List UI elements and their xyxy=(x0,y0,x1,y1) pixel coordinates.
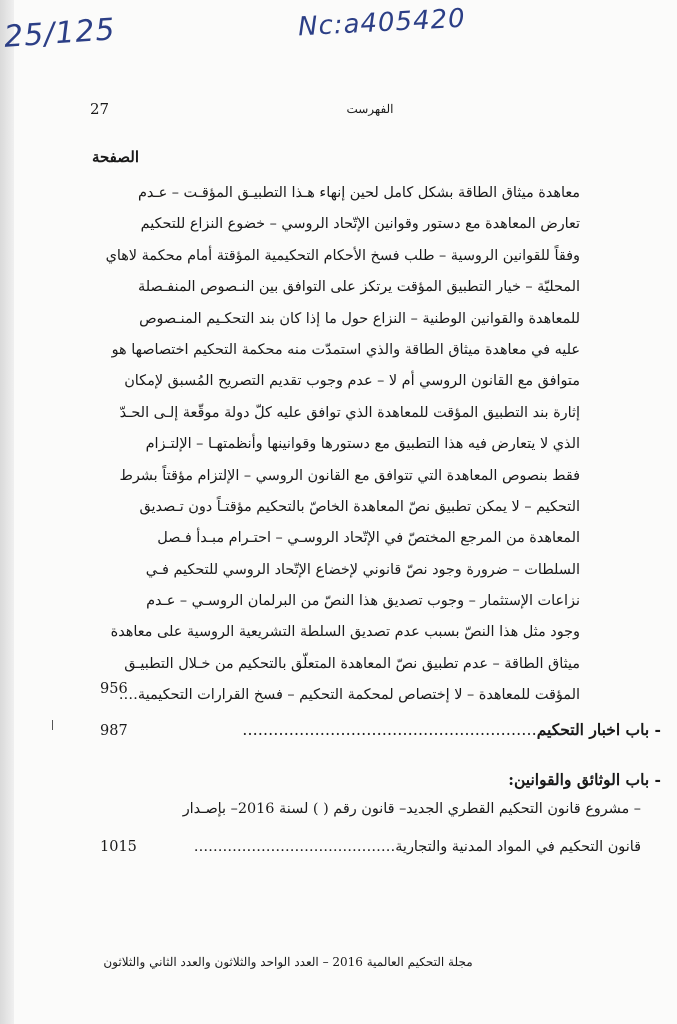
document-entry-line: – مشروع قانون التحكيم القطري الجديد– قانون رقم ( ) لسنة 2016– بإصـدار xyxy=(182,801,641,817)
entry-line: ميثاق الطاقة – عدم تطبيق نصّ المعاهدة المتعلّق بالتحكيم من خـلال التطبيـق xyxy=(124,655,580,672)
handwritten-note-right: Nc:a405420 xyxy=(297,3,467,43)
page-column-header: الصفحة xyxy=(91,148,139,166)
entry-line: السلطات – ضرورة وجود نصّ قانوني لإخضاع الإتّحاد الروسي للتحكيم فـي xyxy=(145,561,580,578)
section-arbitration-title: - باب اخبار التحكيم xyxy=(536,720,661,739)
journal-footer: مجلة التحكيم العالمية 2016 – العدد الواحد والثلاثون والعدد الثاني والثلاثون xyxy=(103,955,473,969)
entry-line: عليه في معاهدة ميثاق الطاقة والذي استمدّت منه محكمة التحكيم اختصاصها هو xyxy=(111,341,580,358)
document-entry-line xyxy=(194,839,641,855)
section-arbitration-heading xyxy=(242,720,661,739)
leader-dots: ………………………………………………… xyxy=(242,721,537,739)
entry-line: نزاعات الإستثمار – وجوب تصديق هذا النصّ من البرلمان الروسـي – عـدم xyxy=(146,593,580,610)
section-documents-page: 1015 xyxy=(100,839,137,855)
entry-line: وفقاً للقوانين الروسية – طلب فسخ الأحكام التحكيمية المؤقتة أمام محكمة لاهاي xyxy=(105,247,580,264)
section-documents-heading: - باب الوثائق والقوانين: xyxy=(508,770,661,789)
entry-line: فقط بنصوص المعاهدة التي تتوافق مع القانون الروسي – الإلتزام مؤقتاً بشرط xyxy=(119,467,580,484)
entry-line: التحكيم – لا يمكن تطبيق نصّ المعاهدة الخاصّ بالتحكيم مؤقتـاً دون تـصديق xyxy=(139,498,580,515)
entry-page-number: 956 xyxy=(100,681,128,697)
entry-line: المؤقت للمعاهدة – لا إختصاص لمحكمة التحكيم – فسخ القرارات التحكيمية…. xyxy=(118,687,580,704)
entry-line: تعارض المعاهدة مع دستور وقوانين الإتّحاد الروسي – خضوع النزاع للتحكيم xyxy=(140,216,580,233)
entry-line: متوافق مع القانون الروسي أم لا – عدم وجوب تقديم التصريح المُسبق لإمكان xyxy=(124,373,580,390)
entry-line: وجود مثل هذا النصّ بسبب عدم تصديق السلطة التشريعية الروسية على معاهدة xyxy=(110,624,580,641)
entry-line: للمعاهدة والقوانين الوطنية – النزاع حول ما إذا كان بند التحكـيم المنـصوص xyxy=(139,310,580,327)
leader-dots: …………………………………… xyxy=(193,839,396,855)
entry-line: إثارة بند التطبيق المؤقت للمعاهدة الذي توافق عليه كلّ دولة موقّعة إلـى الحـدّ xyxy=(119,404,580,421)
entry-line: الذي لا يتعارض فيه هذا التطبيق مع دستورها وقوانينها وأنظمتهـا – الإلتـزام xyxy=(145,436,580,453)
page-number: 27 xyxy=(90,100,110,118)
entry-line: المعاهدة من المرجع المختصّ في الإتّحاد الروسـي – احتـرام مبـدأ فـصل xyxy=(157,530,580,547)
running-title: الفهرست xyxy=(346,102,394,116)
section-arbitration-page: 987 xyxy=(100,723,128,739)
handwritten-note-left: 25/125 xyxy=(2,12,117,55)
document-entry-text: قانون التحكيم في المواد المدنية والتجارية xyxy=(395,839,641,855)
margin-mark xyxy=(52,720,59,730)
entry-line: المحليّة – خيار التطبيق المؤقت يرتكز على التوافق بين النـصوص المنفـصلة xyxy=(138,279,580,296)
entry-line: معاهدة ميثاق الطاقة بشكل كامل لحين إنهاء هـذا التطبيـق المؤقـت – عـدم xyxy=(137,185,580,201)
